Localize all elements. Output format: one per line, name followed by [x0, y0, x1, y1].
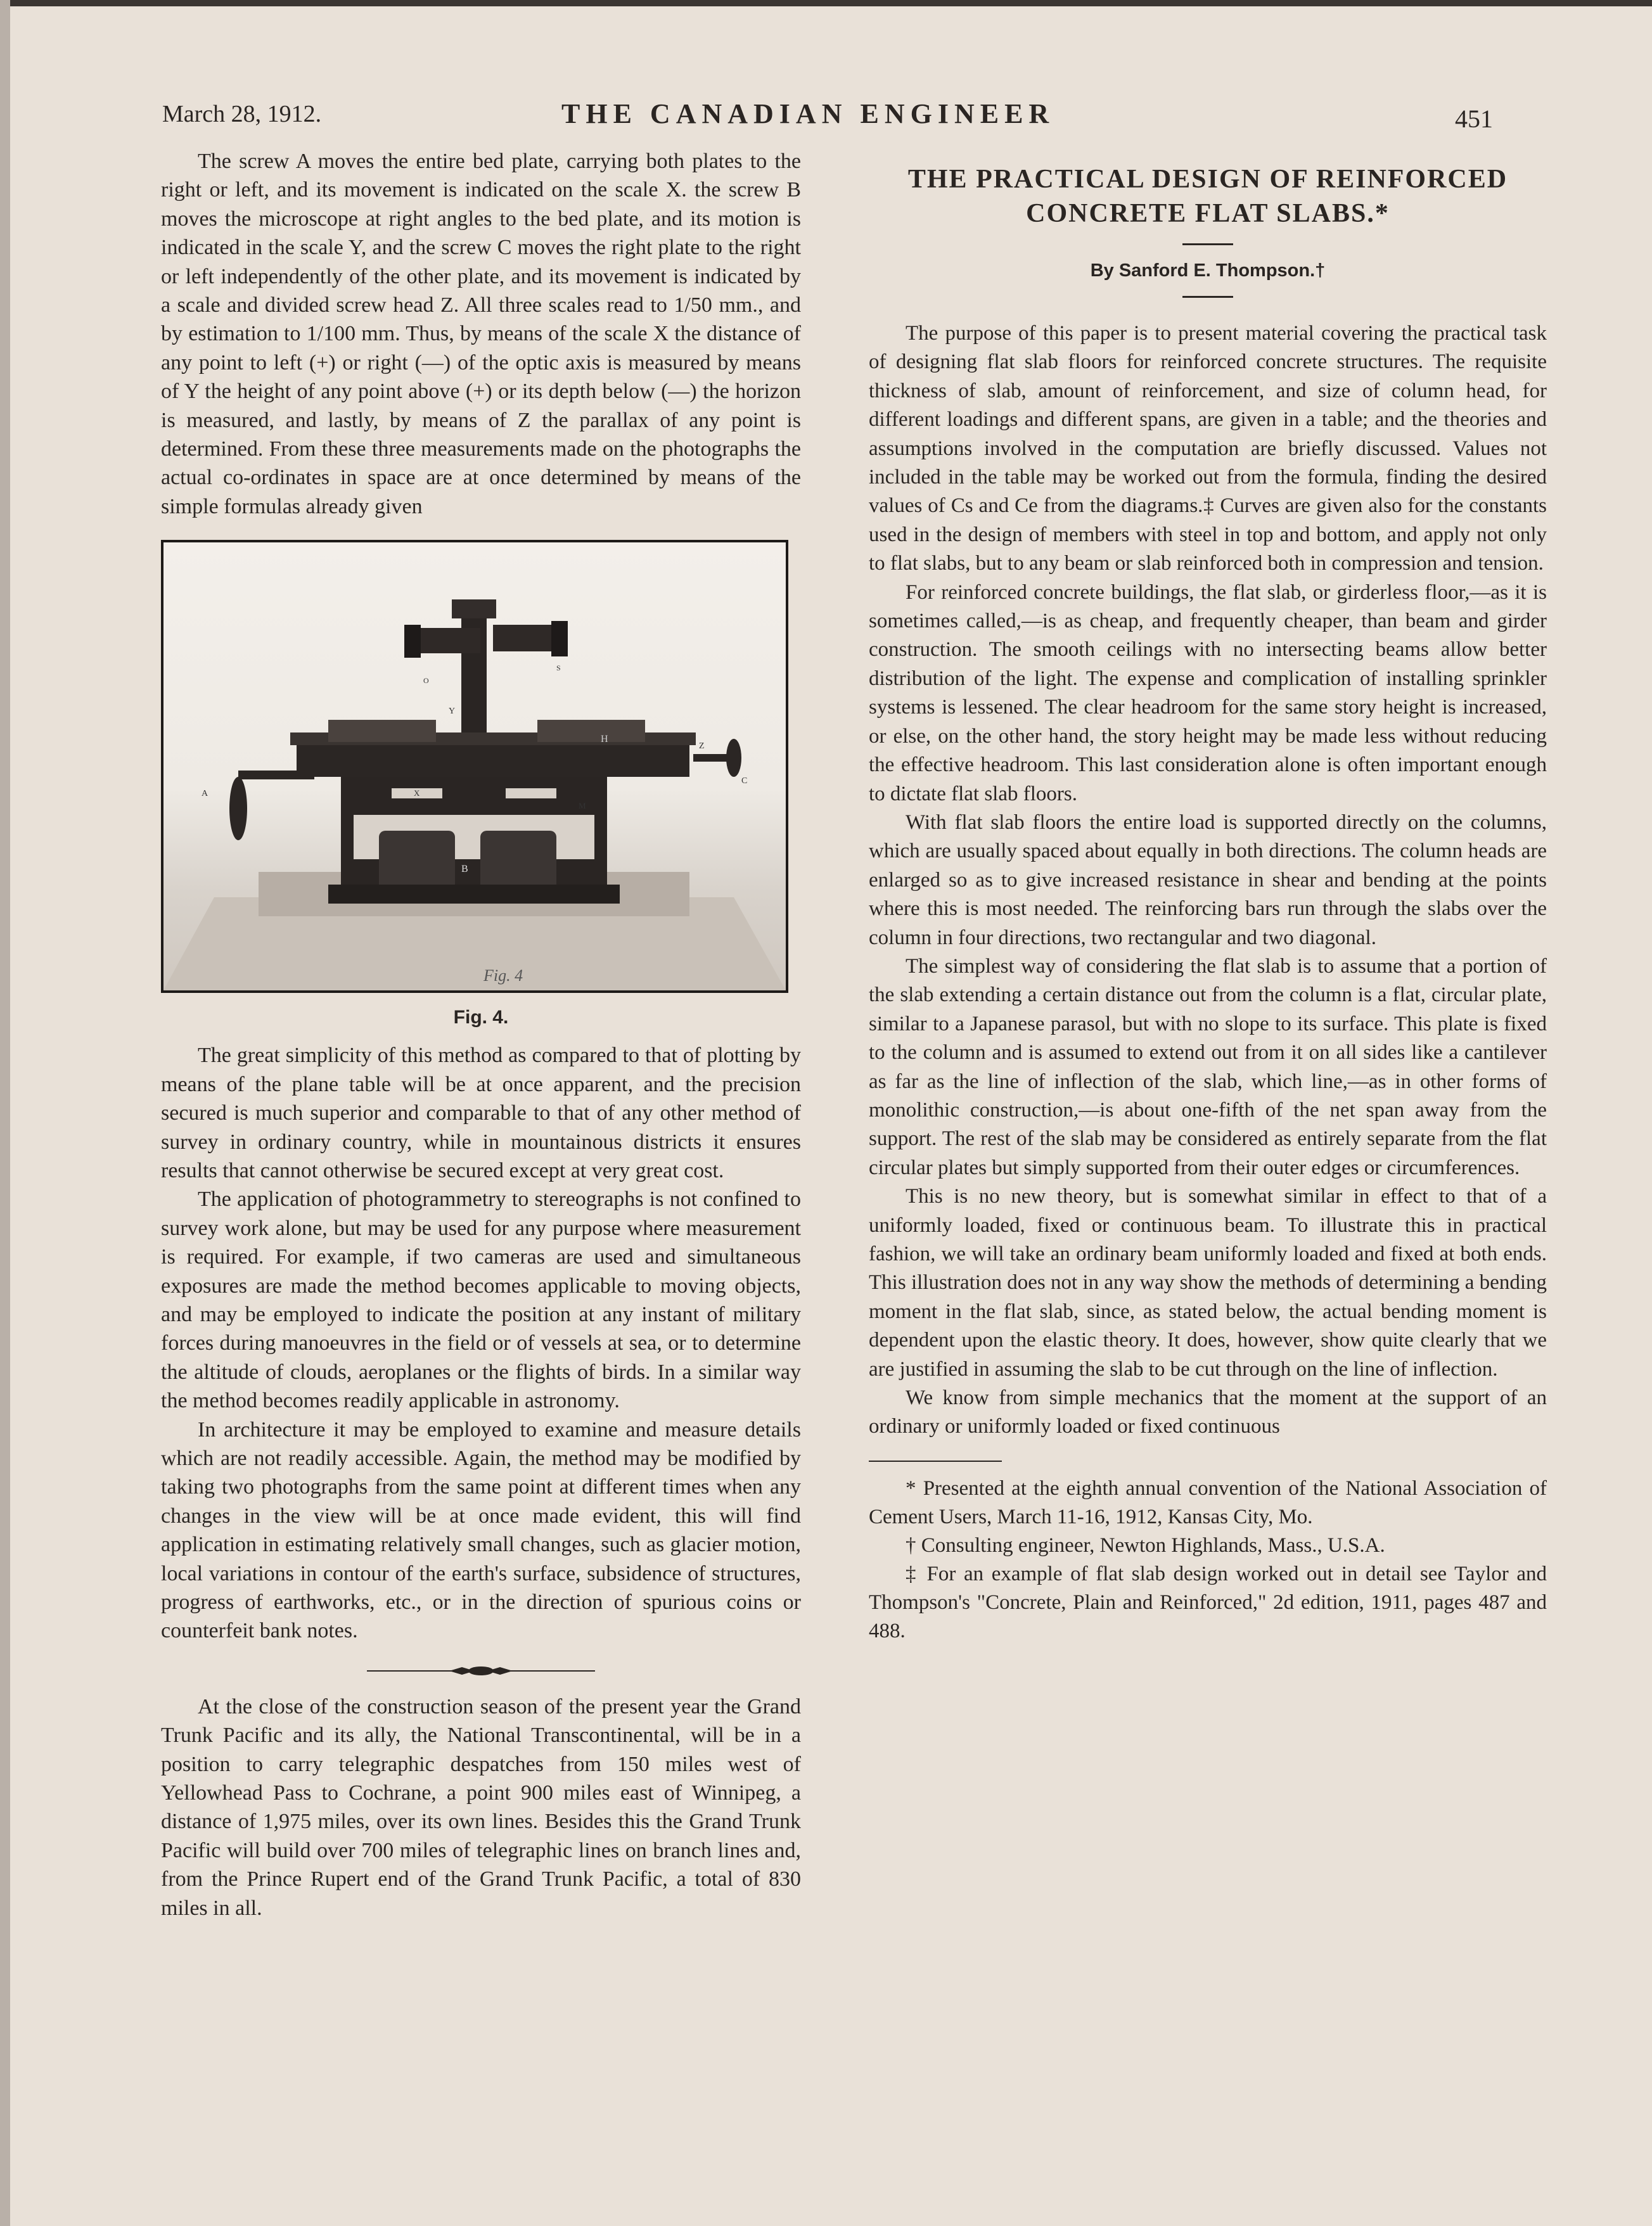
- label-part-c: C: [741, 776, 748, 786]
- article-title-line-1: THE PRACTICAL DESIGN OF REINFORCED: [907, 165, 1508, 194]
- paragraph-screw-description: The screw A moves the entire bed plate, carrying both plates to the right or left, and its movement is indicated on the scale X. the screw B moves the microscope at right angles to the bed plate, and its motion is indicated in the scale Y, and the screw C moves the right plate to the right or left independently of the other plate, and its movement is indicated by a scale and divided screw head Z. All three scales read to 1/50 mm., and by estimation to 1/100 mm. Thus, by means of the scale X the distance of any point to left (+) or right (—) of the optic axis is measured by means of Y the height of any point above (+) or its depth below (—) the horizon is measured, and lastly, by means of Z the parallax of any point is determined. From these three measurements made on the photographs the actual co-ordinates in space are at once determined by means of the simple formulas already given: [161, 150, 801, 518]
- page-top-edge: [0, 0, 1652, 6]
- header-page-number: 451: [1455, 105, 1493, 133]
- article-title-line-2: CONCRETE FLAT SLABS.*: [1026, 199, 1390, 228]
- paragraph-theory: This is no new theory, but is somewhat similar in effect to that of a uniformly loaded, fixed or continuous beam. To illustrate this in practical fashion, we will take an ordinary beam uniformly loaded and fixed at both ends. This illustration does not in any way show the methods of determining a bending moment in the flat slab, since, as stated below, the actual bending moment is dependent upon the elastic theory. It does, however, show quite clearly that we are justified in assuming the slab to be cut through on the line of inflection.: [869, 1185, 1547, 1381]
- paragraph-circular-plate: The simplest way of considering the flat slab is to assume that a portion of the slab extending a certain distance out from the column is a flat, circular plate, similar to a Japanese parasol, but with no slope to its surface. This plate is fixed to the column and is assumed to extend out from it on all sides like a cantilever as far as the line of inflection of the slab, which line,—as in other forms of monolithic construction,—is about one-fifth of the net span away from the support. The rest of the slab may be considered as entirely separate from the flat circular plates but simply supported from their outer edges or circumferences.: [869, 954, 1547, 1179]
- label-part-o: O: [423, 676, 429, 686]
- byline-rule: [1182, 296, 1233, 298]
- footnote-reference: ‡ For an example of flat slab design worked out in detail see Taylor and Thompson's "Concrete, Plain and Reinforced," 2d edition, 1911, pages 487 and 488.: [869, 1562, 1547, 1642]
- label-part-z: Z: [699, 741, 705, 752]
- stereocomparator-photo: [163, 542, 786, 990]
- label-part-y: Y: [449, 707, 456, 717]
- paragraph-architecture: In architecture it may be employed to examine and measure details which are not readily accessible. Again, the method may be modified by taking two photographs from the same point at different times when any changes in the view will be at once made evident, this will find application in estimating relatively small changes, such as glacier motion, local variations in contour of the earth's surface, subsidence of structures, progress of earthworks, etc., or in the direction of spurious coins or counterfeit bank notes.: [161, 1417, 801, 1643]
- left-column: [161, 147, 801, 1922]
- paragraph-application: The application of photogrammetry to stereographs is not confined to survey work alone, but may be used for any purpose where measurement is required. For example, if two cameras are used and simultaneous exposures are made the method becomes applicable to moving objects, and may be employed to indicate the position at any instant of military forces during manoeuvres in the field or of vessels at sea, or to determine the altitude of clouds, aeroplanes or the flights of birds. In a similar way the method becomes readily applicable in astronomy.: [161, 1187, 801, 1413]
- label-part-a: A: [202, 789, 208, 799]
- label-part-s: S: [556, 663, 561, 673]
- header-date: March 28, 1912.: [162, 101, 322, 127]
- label-part-x: X: [414, 788, 420, 798]
- article-title: [869, 162, 1547, 231]
- paragraph-telegraph-news: At the close of the construction season of the present year the Grand Trunk Pacific and its ally, the National Transcontinental, will be in a position to carry telegraphic despatches from 150 miles west of Yellowhead Pass to Cochrane, a point 900 miles east of Winnipeg, a distance of 1,975 miles, over its own lines. Besides this the Grand Trunk Pacific will build over 700 miles of telegraphic lines on branch lines and, from the Prince Rupert end of the Grand Trunk Pacific, a total of 830 miles in all.: [161, 1694, 801, 1920]
- paragraph-load-support: With flat slab floors the entire load is supported directly on the columns, which are usually spaced about equally in both directions. The column heads are enlarged so as to give increased resistance in shear and bending at the points where this is most needed. The reinforcing bars run through the slabs over the column in four directions, two rectangular and two diagonal.: [869, 810, 1547, 949]
- paragraph-buildings: For reinforced concrete buildings, the flat slab, or girderless floor,—as it is sometimes called,—is as cheap, and frequently cheaper, than beam and girder construction. The smooth ceilings with no intersecting beams allow better distribution of the light. The expense and complication of installing sprinkler systems is lessened. The clear headroom for the same story height is increased, or else, on the other hand, the story height may be made less without reducing the effective headroom. This last consideration alone is often important enough to dictate flat slab floors.: [869, 580, 1547, 805]
- label-part-b: B: [461, 864, 468, 875]
- footnotes: [869, 1474, 1547, 1646]
- figure-4: [161, 540, 801, 1032]
- paragraph-simplicity: The great simplicity of this method as compared to that of plotting by means of the plane table will be at once apparent, and the precision secured is much superior and comparable to that of any other method of survey in ordinary country, while in mountainous districts it ensures results that cannot otherwise be secured except at very great cost.: [161, 1044, 801, 1182]
- figure-handwritten-label: Fig. 4: [483, 966, 523, 985]
- figure-photo-frame: [161, 540, 788, 993]
- header-journal-title: THE CANADIAN ENGINEER: [561, 98, 1055, 129]
- journal-page: [10, 6, 1652, 2226]
- title-rule: [1182, 243, 1233, 245]
- figure-caption: Fig. 4.: [453, 1007, 509, 1028]
- label-part-m: M: [579, 801, 586, 811]
- section-divider-ornament: [367, 1663, 595, 1679]
- footnote-author: † Consulting engineer, Newton Highlands, Mass., U.S.A.: [906, 1533, 1385, 1557]
- right-column: [869, 153, 1547, 1646]
- page-binding-edge: [0, 0, 10, 2226]
- paragraph-purpose: The purpose of this paper is to present material covering the practical task of designing flat slab floors for reinforced concrete structures. The requisite thickness of slab, amount of reinforcement, and size of column head, for different loadings and different spans, are given in a table; and the theories and assumptions involved in the computation are briefly discussed. Values not included in the table may be worked out from the formula, finding the desired values of Cs and Ce from the diagrams.‡ Curves are given also for the constants used in the design of members with steel in top and bottom, and apply not only to flat slabs, but to any beam or slab reinforced both in compression and tension.: [869, 322, 1547, 575]
- footnote-convention: * Presented at the eighth annual convention of the National Association of Cement Users, March 11-16, 1912, Kansas City, Mo.: [869, 1476, 1547, 1528]
- article-byline: By Sanford E. Thompson.†: [1090, 260, 1326, 281]
- paragraph-mechanics: We know from simple mechanics that the moment at the support of an ordinary or uniformly loaded or fixed continuous: [869, 1386, 1547, 1438]
- footnote-rule: [869, 1461, 1002, 1462]
- label-part-h: H: [601, 734, 608, 745]
